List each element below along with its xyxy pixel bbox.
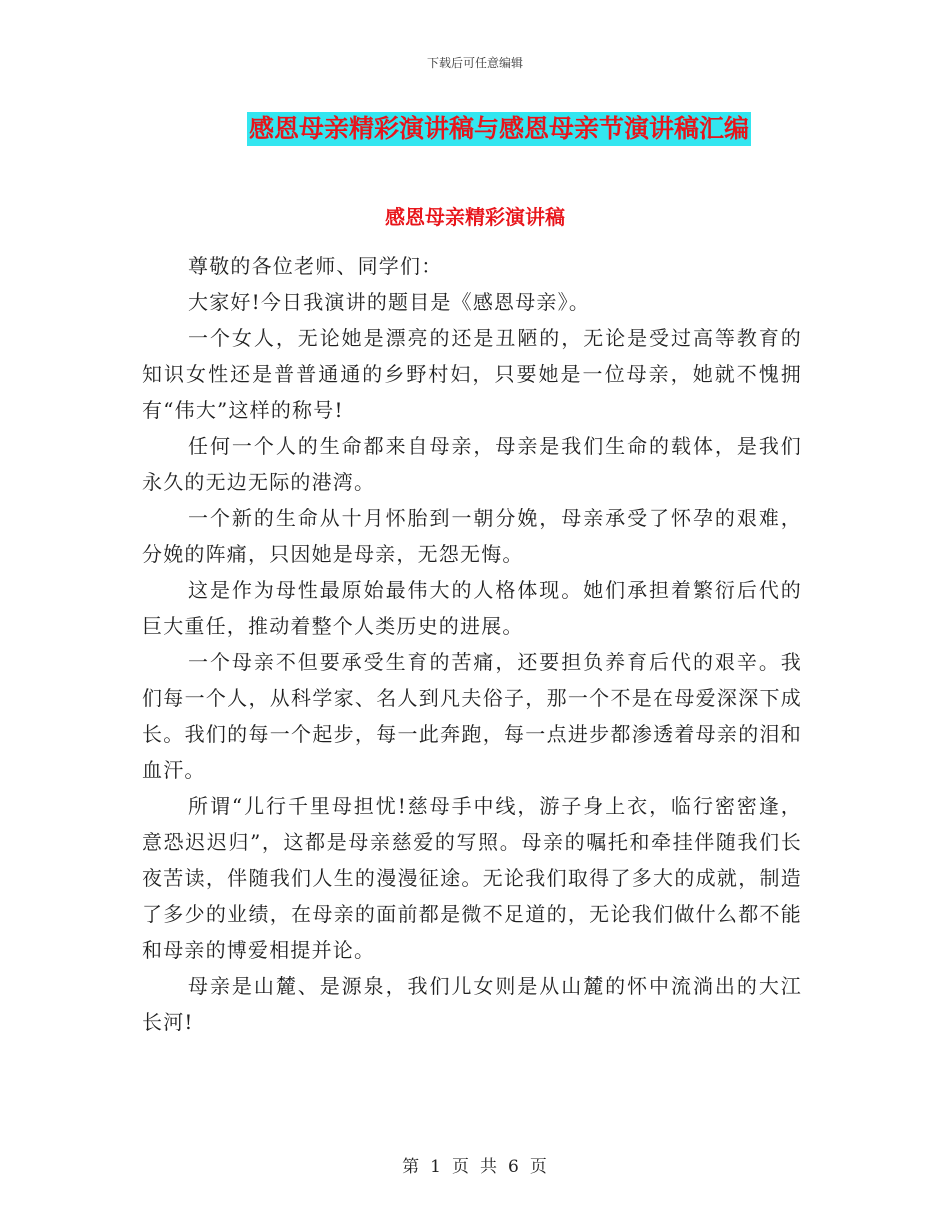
paragraph: 母亲是山麓、是源泉，我们儿女则是从山麓的怀中流淌出的大江长河! (142, 974, 802, 1034)
paragraph: 一个女人，无论她是漂亮的还是丑陋的，无论是受过高等教育的知识女性还是普普通通的乡野村妇，只要她是一位母亲，她就不愧拥有“伟大”这样的称号! (142, 326, 802, 422)
footer-label-page: 第 (402, 1157, 421, 1177)
page-footer (0, 1152, 950, 1177)
footer-label-unit: 页 (452, 1157, 470, 1177)
paragraph: 这是作为母性最原始最伟大的人格体现。她们承担着繁衍后代的巨大重任，推动着整个人类历史的进展。 (142, 578, 802, 638)
paragraph: 一个母亲不但要承受生育的苦痛，还要担负养育后代的艰辛。我们每一个人，从科学家、名人到凡夫俗子，那一个不是在母爱深深下成长。我们的每一个起步，每一此奔跑，每一点进步都渗透着母亲的泪和血汗。 (142, 650, 802, 782)
document-title-container (0, 112, 950, 146)
footer-total-pages: 6 (508, 1157, 520, 1177)
section-title: 感恩母亲精彩演讲稿 (385, 205, 565, 229)
footer-label-total: 共 (480, 1157, 498, 1177)
footer-current-page: 1 (430, 1157, 442, 1177)
paragraph: 任何一个人的生命都来自母亲，母亲是我们生命的载体，是我们永久的无边无际的港湾。 (142, 434, 802, 494)
paragraph: 所谓“儿行千里母担忧!慈母手中线，游子身上衣，临行密密逢，意恐迟迟归”，这都是母亲慈爱的写照。母亲的嘱托和牵挂伴随我们长夜苦读，伴随我们人生的漫漫征途。无论我们取得了多大的成就，制造了多少的业绩，在母亲的面前都是微不足道的，无论我们做什么都不能和母亲的博爱相提并论。 (142, 794, 802, 962)
document-title: 感恩母亲精彩演讲稿与感恩母亲节演讲稿汇编 (247, 112, 751, 146)
footer-label-unit-end: 页 (529, 1157, 548, 1177)
document-body (142, 248, 802, 1040)
header-note: 下载后可任意编辑 (426, 56, 523, 70)
paragraph: 尊敬的各位老师、同学们： (188, 254, 443, 278)
paragraph: 大家好!今日我演讲的题目是《感恩母亲》。 (188, 290, 591, 314)
paragraph: 一个新的生命从十月怀胎到一朝分娩，母亲承受了怀孕的艰难，分娩的阵痛，只因她是母亲，无怨无悔。 (142, 506, 802, 566)
